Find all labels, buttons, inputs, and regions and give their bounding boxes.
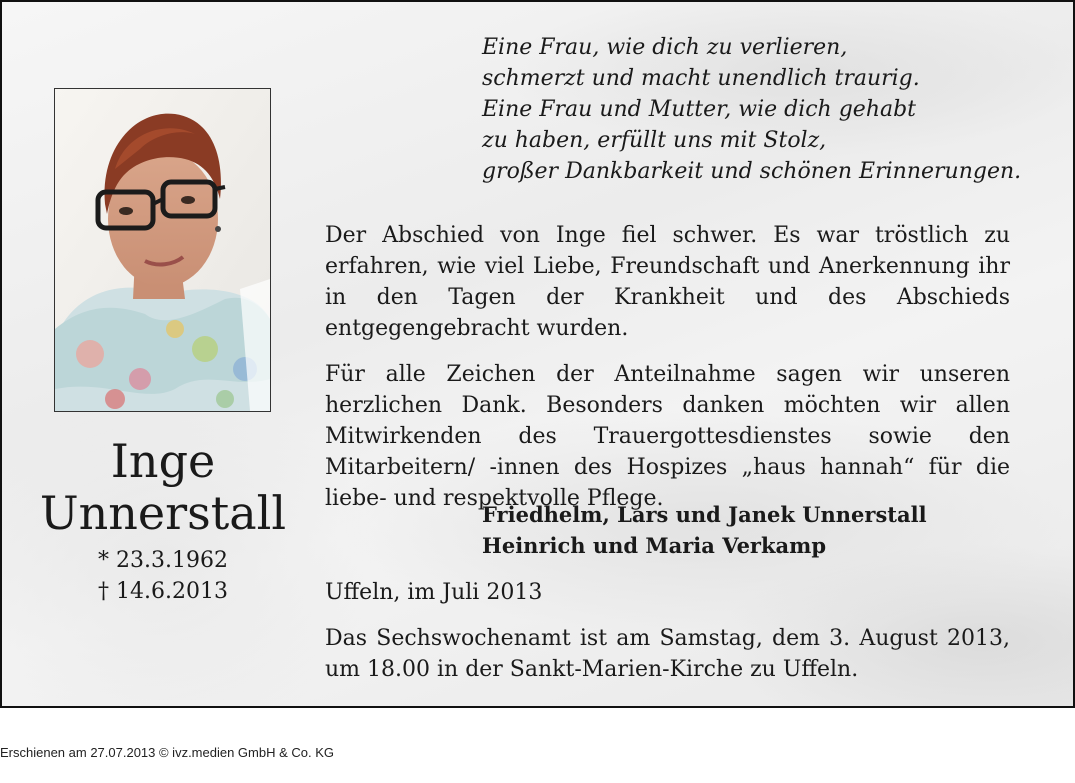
thanks-paragraph: Für alle Zeichen der Anteilnahme sagen wir unseren herzlichen Dank. Besonders danken möchten wir allen Mitwirkenden des Trauergottesdienstes sowie den Mitarbeitern/ -innen des Hospizes „haus hannah“ für die liebe- und respektvolle Pflege. [325, 362, 1010, 511]
deceased-first-name: Inge [110, 434, 216, 488]
poem [482, 32, 1062, 187]
farewell-paragraph: Der Abschied von Inge fiel schwer. Es war tröstlich zu erfahren, wie viel Liebe, Freundschaft und Anerkennung ihr in den Tagen der Krankheit und des Abschieds entgegengebracht wurden. [325, 223, 1010, 341]
poem-line: schmerzt und macht unendlich traurig. [482, 66, 920, 91]
deceased-last-name: Unnerstall [39, 486, 287, 540]
poem-line: Eine Frau und Mutter, wie dich gehabt [482, 97, 917, 122]
signer-line: Heinrich und Maria Verkamp [482, 533, 827, 558]
portrait-photo [54, 88, 271, 412]
death-date: † 14.6.2013 [98, 579, 228, 604]
poem-line: Eine Frau, wie dich zu verlieren, [482, 35, 848, 60]
birth-date: * 23.3.1962 [98, 548, 228, 573]
poem-line: zu haben, erfüllt uns mit Stolz, [482, 128, 827, 153]
signers [482, 499, 927, 561]
poem-line: großer Dankbarkeit und schönen Erinnerungen. [482, 159, 1022, 184]
signer-line: Friedhelm, Lars und Janek Unnerstall [482, 502, 927, 527]
mass-announcement: Das Sechswochenamt ist am Samstag, dem 3. August 2013, um 18.00 in der Sankt-Marien-Kirche zu Uffeln. [325, 626, 1010, 682]
publication-footer: Erschienen am 27.07.2013 © ivz.medien GmbH & Co. KG [0, 745, 335, 760]
place-date: Uffeln, im Juli 2013 [325, 580, 543, 605]
